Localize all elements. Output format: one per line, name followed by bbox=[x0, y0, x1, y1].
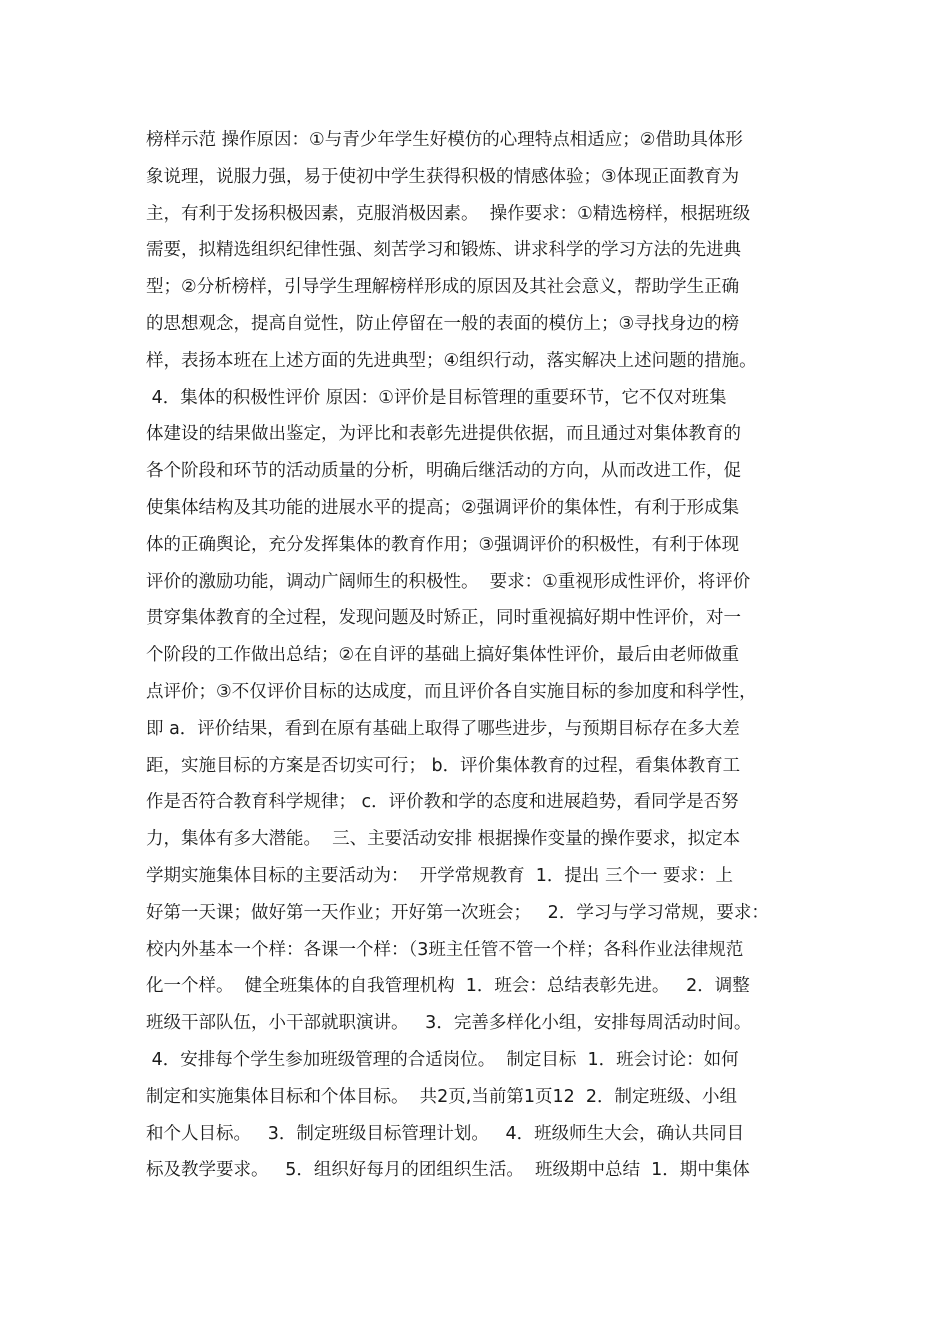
text-line: 样，表扬本班在上述方面的先进典型；④组织行动，落实解决上述问题的措施。 bbox=[146, 350, 757, 371]
text-line: 榜样示范 操作原因：①与青少年学生好模仿的心理特点相适应；②借助具体形 bbox=[146, 130, 743, 150]
text-line: 贯穿集体教育的全过程，发现问题及时矫正，同时重视搞好期中性评价，对一 bbox=[146, 608, 741, 629]
text-line: 使集体结构及其功能的进展水平的提高；②强调评价的集体性，有利于形成集 bbox=[146, 497, 740, 518]
text-line: 力，集体有多大潜能。 三、主要活动安排 根据操作变量的操作要求，拟定本 bbox=[146, 829, 741, 850]
text-line: 4．集体的积极性评价 原因：①评价是目标管理的重要环节，它不仅对班集 bbox=[146, 387, 727, 408]
text-line: 点评价；③不仅评价目标的达成度，而且评价各自实施目标的参加度和科学性， bbox=[146, 681, 757, 702]
text-line: 体建设的结果做出鉴定，为评比和表彰先进提供依据，而且通过对集体教育的 bbox=[146, 424, 741, 445]
text-line: 主，有利于发扬积极因素，克服消极因素。 操作要求：①精选榜样，根据班级 bbox=[146, 203, 751, 224]
text-line: 化一个样。 健全班集体的自我管理机构 1．班会：总结表彰先进。 2．调整 bbox=[146, 976, 750, 997]
text-line: 个阶段的工作做出总结；②在自评的基础上搞好集体性评价，最后由老师做重 bbox=[146, 645, 740, 666]
text-line: 好第一天课；做好第一天作业；开好第一次班会； 2．学习与学习常规，要求： bbox=[146, 902, 769, 923]
text-line: 各个阶段和环节的活动质量的分析，明确后继活动的方向，从而改进工作，促 bbox=[146, 461, 741, 482]
text-line: 制定和实施集体目标和个体目标。 共2页,当前第1页12 2．制定班级、小组 bbox=[146, 1086, 737, 1107]
text-line: 即 a．评价结果，看到在原有基础上取得了哪些进步，与预期目标存在多大差 bbox=[146, 718, 740, 739]
text-line: 4．安排每个学生参加班级管理的合适岗位。 制定目标 1．班会讨论：如何 bbox=[146, 1049, 739, 1070]
text-line: 评价的激励功能，调动广阔师生的积极性。 要求：①重视形成性评价，将评价 bbox=[146, 571, 751, 592]
text-line: 标及教学要求。 5．组织好每月的团组织生活。 班级期中总结 1．期中集体 bbox=[146, 1160, 750, 1181]
text-line: 校内外基本一个样：各课一个样：（3班主任管不管一个样；各科作业法律规范 bbox=[146, 939, 744, 960]
text-line: 型；②分析榜样，引导学生理解榜样形成的原因及其社会意义，帮助学生正确 bbox=[146, 277, 740, 298]
text-line: 作是否符合教育科学规律； c．评价教和学的态度和进展趋势，看同学是否努 bbox=[146, 792, 739, 813]
text-line: 象说理，说服力强，易于使初中学生获得积极的情感体验；③体现正面教育为 bbox=[146, 166, 740, 187]
text-line: 班级干部队伍，小干部就职演讲。 3．完善多样化小组，安排每周活动时间。 bbox=[146, 1013, 752, 1034]
body-text bbox=[146, 122, 816, 1189]
text-line: 的思想观念，提高自觉性，防止停留在一般的表面的模仿上；③寻找身边的榜 bbox=[146, 313, 740, 334]
text-line: 学期实施集体目标的主要活动为： 开学常规教育 1．提出 三个一 要求：上 bbox=[146, 865, 734, 886]
text-line: 距，实施目标的方案是否切实可行； b．评价集体教育的过程，看集体教育工 bbox=[146, 755, 741, 776]
text-line: 体的正确舆论，充分发挥集体的教育作用；③强调评价的积极性，有利于体现 bbox=[146, 534, 740, 555]
text-line: 和个人目标。 3．制定班级目标管理计划。 4．班级师生大会，确认共同目 bbox=[146, 1123, 745, 1144]
text-line: 需要，拟精选组织纪律性强、刻苦学习和锻炼、讲求科学的学习方法的先进典 bbox=[146, 240, 741, 261]
